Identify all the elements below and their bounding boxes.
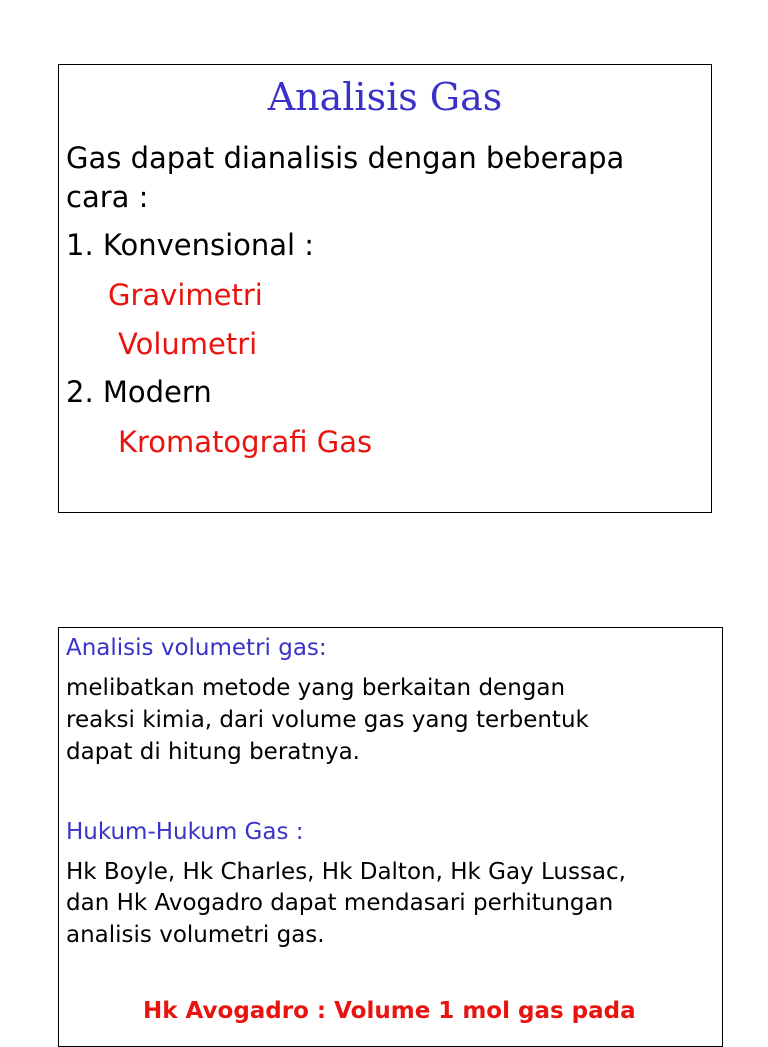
intro-line-1: Gas dapat dianalisis dengan beberapa: [66, 141, 625, 175]
heading-analisis-volumetri: Analisis volumetri gas:: [66, 635, 327, 661]
sub-item-volumetri: Volumetri: [118, 327, 258, 361]
sub-item-kromatografi-gas: Kromatografi Gas: [118, 425, 373, 459]
slide-analisis-gas: [58, 64, 712, 513]
paragraph-1-line-2: reaksi kimia, dari volume gas yang terbentuk: [66, 707, 589, 733]
list-item-konvensional: 1. Konvensional :: [66, 228, 315, 262]
paragraph-2-line-1: Hk Boyle, Hk Charles, Hk Dalton, Hk Gay Lussac,: [66, 859, 626, 885]
highlight-avogadro: Hk Avogadro : Volume 1 mol gas pada: [143, 998, 636, 1024]
paragraph-1-line-3: dapat di hitung beratnya.: [66, 739, 360, 765]
heading-hukum-gas: Hukum-Hukum Gas :: [66, 819, 304, 845]
paragraph-1-line-1: melibatkan metode yang berkaitan dengan: [66, 675, 566, 701]
intro-line-2: cara :: [66, 180, 149, 214]
slide-analisis-volumetri: [58, 627, 723, 1047]
paragraph-2-line-3: analisis volumetri gas.: [66, 922, 325, 948]
slide-title: Analisis Gas: [267, 75, 503, 119]
sub-item-gravimetri: Gravimetri: [108, 278, 263, 312]
list-item-modern: 2. Modern: [66, 375, 212, 409]
paragraph-2-line-2: dan Hk Avogadro dapat mendasari perhitungan: [66, 890, 614, 916]
